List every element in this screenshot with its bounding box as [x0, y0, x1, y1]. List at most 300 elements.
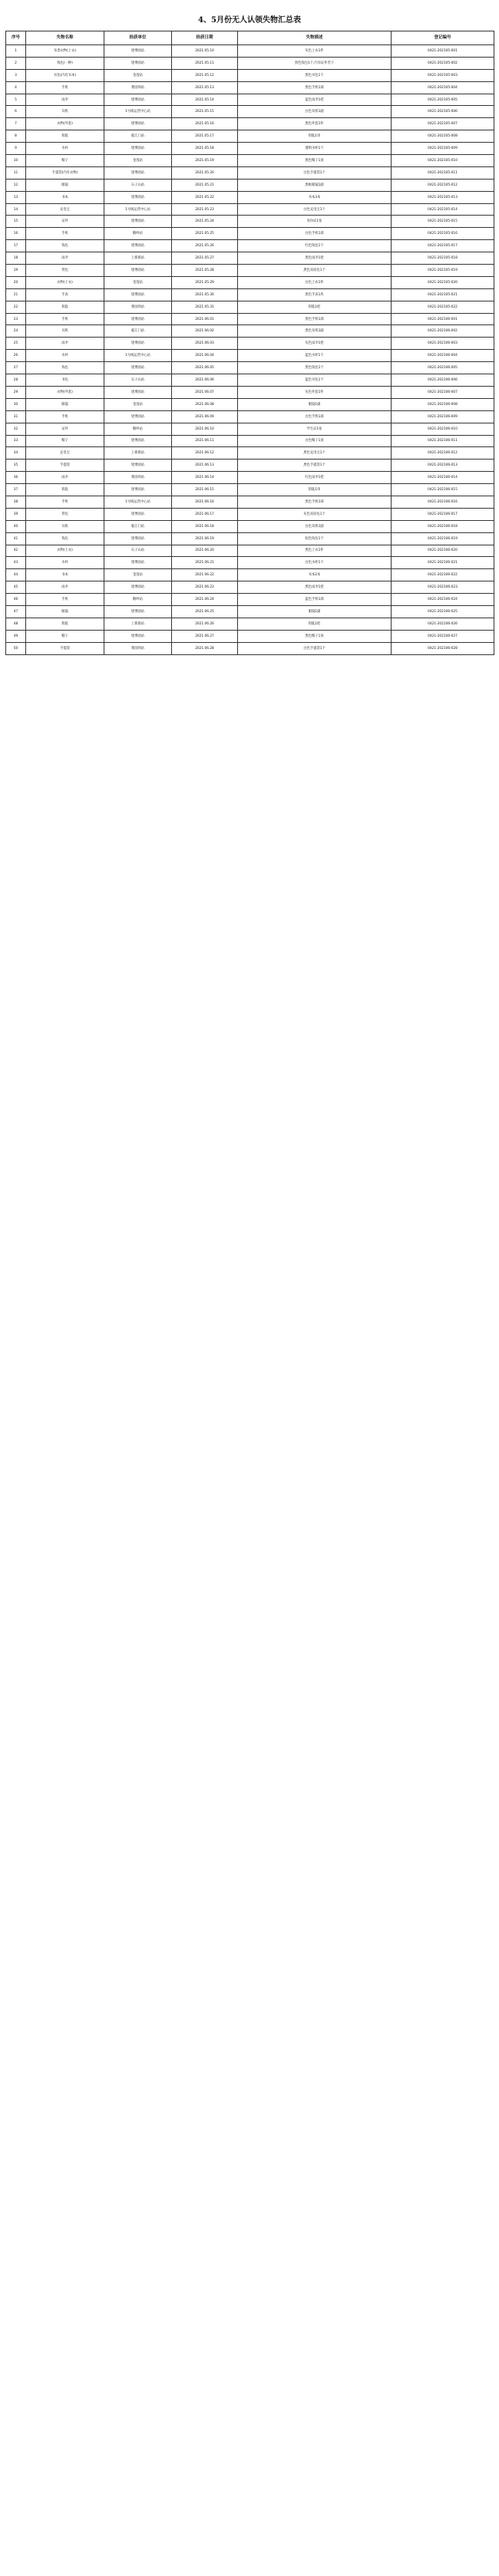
- cell-found-unit: 金莲站: [104, 569, 172, 581]
- cell-description: 灰色外套1件: [238, 386, 392, 398]
- cell-found-date: 2021.06.06: [172, 374, 238, 387]
- cell-item-name: 雨伞: [26, 338, 104, 350]
- cell-description: 黑色雨伞1把: [238, 581, 392, 594]
- cell-item-name: 衣物(上衣): [26, 276, 104, 288]
- cell-register-code: 0421-202105-016: [392, 228, 494, 240]
- cell-found-date: 2021.05.29: [172, 276, 238, 288]
- cell-item-name: 背包: [26, 508, 104, 520]
- table-row: [6, 350, 494, 362]
- cell-found-date: 2021.05.10: [172, 45, 238, 58]
- cell-index: 27: [6, 362, 26, 374]
- cell-item-name: 衣物(外套): [26, 386, 104, 398]
- table-row: [6, 581, 494, 594]
- cell-found-unit: 迷博园站: [104, 313, 172, 325]
- cell-index: 1: [6, 45, 26, 58]
- table-row: [6, 252, 494, 265]
- cell-register-code: 0421-202105-002: [392, 57, 494, 69]
- cell-found-date: 2021.05.25: [172, 228, 238, 240]
- cell-found-date: 2021.05.12: [172, 69, 238, 81]
- table-row: [6, 594, 494, 606]
- cell-index: 4: [6, 81, 26, 94]
- cell-item-name: 钱包(一种): [26, 57, 104, 69]
- cell-register-code: 0421-202106-019: [392, 532, 494, 545]
- cell-description: 学生证1张: [238, 423, 392, 435]
- cell-item-name: 手提袋: [26, 460, 104, 472]
- cell-register-code: 0421-202106-017: [392, 508, 494, 520]
- cell-found-date: 2021.05.18: [172, 143, 238, 155]
- cell-found-unit: 迷博园站: [104, 191, 172, 203]
- cell-index: 19: [6, 265, 26, 277]
- cell-found-date: 2021.06.07: [172, 386, 238, 398]
- cell-description: 身份证1张: [238, 216, 392, 228]
- cell-found-unit: 迷博园站: [104, 630, 172, 642]
- cell-found-unit: 菜园坝站: [104, 642, 172, 654]
- cell-found-date: 2021.05.15: [172, 106, 238, 118]
- cell-found-unit: 迷博园站: [104, 386, 172, 398]
- cell-index: 10: [6, 155, 26, 167]
- cell-description: 透明水杯1个: [238, 143, 392, 155]
- cell-item-name: 水杯: [26, 557, 104, 569]
- cell-register-code: 0421-202105-001: [392, 45, 494, 58]
- cell-item-name: 雨伞: [26, 581, 104, 594]
- cell-description: 黑色钱包1个,内有证件若干: [238, 57, 392, 69]
- table-row: [6, 338, 494, 350]
- cell-found-date: 2021.06.09: [172, 410, 238, 423]
- cell-item-name: 耳机: [26, 520, 104, 532]
- cell-register-code: 0421-202105-015: [392, 216, 494, 228]
- cell-index: 47: [6, 605, 26, 618]
- cell-index: 37: [6, 484, 26, 496]
- cell-index: 21: [6, 288, 26, 301]
- cell-found-unit: 迷博园站: [104, 45, 172, 58]
- cell-found-date: 2021.06.18: [172, 520, 238, 532]
- cell-item-name: 手机: [26, 594, 104, 606]
- cell-index: 14: [6, 203, 26, 216]
- cell-index: 12: [6, 179, 26, 191]
- cell-register-code: 0421-202105-022: [392, 301, 494, 313]
- cell-found-unit: 菜园坝站: [104, 472, 172, 484]
- cell-found-unit: 金莲站: [104, 69, 172, 81]
- cell-item-name: 帽子: [26, 155, 104, 167]
- cell-register-code: 0421-202106-018: [392, 520, 494, 532]
- table-row: [6, 325, 494, 338]
- cell-register-code: 0421-202106-025: [392, 605, 494, 618]
- cell-register-code: 0421-202105-007: [392, 118, 494, 130]
- table-row: [6, 630, 494, 642]
- cell-register-code: 0421-202106-021: [392, 557, 494, 569]
- cell-item-name: 雨伞: [26, 94, 104, 106]
- cell-found-unit: 迷博园站: [104, 410, 172, 423]
- cell-index: 25: [6, 338, 26, 350]
- table-row: [6, 605, 494, 618]
- cell-register-code: 0421-202105-003: [392, 69, 494, 81]
- cell-found-unit: 迷博园站: [104, 166, 172, 179]
- cell-found-date: 2021.05.11: [172, 57, 238, 69]
- cell-index: 17: [6, 240, 26, 252]
- cell-index: 49: [6, 630, 26, 642]
- cell-register-code: 0421-202106-026: [392, 618, 494, 630]
- header-item-name: 失物名称: [26, 31, 104, 45]
- cell-index: 8: [6, 130, 26, 143]
- cell-found-date: 2021.06.14: [172, 472, 238, 484]
- cell-index: 5: [6, 94, 26, 106]
- cell-found-unit: 鹅岭站: [104, 423, 172, 435]
- cell-description: 黑色帽子1顶: [238, 155, 392, 167]
- table-row: [6, 557, 494, 569]
- table-row: [6, 276, 494, 288]
- cell-index: 36: [6, 472, 26, 484]
- cell-found-unit: 上新街站: [104, 252, 172, 265]
- cell-item-name: 钥匙: [26, 484, 104, 496]
- table-row: [6, 447, 494, 460]
- table-row: [6, 143, 494, 155]
- cell-description: 灰色雨伞1把: [238, 338, 392, 350]
- cell-found-date: 2021.06.24: [172, 594, 238, 606]
- cell-index: 6: [6, 106, 26, 118]
- cell-item-name: 充电宝: [26, 203, 104, 216]
- header-register-code: 登记编号: [392, 31, 494, 45]
- cell-index: 7: [6, 118, 26, 130]
- cell-register-code: 0421-202106-027: [392, 630, 494, 642]
- cell-description: 白色耳机1副: [238, 106, 392, 118]
- table-row: [6, 423, 494, 435]
- cell-register-code: 0421-202105-021: [392, 288, 494, 301]
- cell-index: 15: [6, 216, 26, 228]
- cell-description: 白色水杯1个: [238, 557, 392, 569]
- cell-found-unit: 临江门站: [104, 130, 172, 143]
- cell-description: 白色耳机1副: [238, 520, 392, 532]
- lost-items-table: [5, 31, 494, 655]
- cell-item-name: 证件: [26, 216, 104, 228]
- cell-found-date: 2021.05.26: [172, 240, 238, 252]
- cell-index: 2: [6, 57, 26, 69]
- table-row: [6, 166, 494, 179]
- cell-item-name: 手机: [26, 410, 104, 423]
- cell-found-unit: 迷博园站: [104, 362, 172, 374]
- table-row: [6, 69, 494, 81]
- cell-description: 蓝色手机1部: [238, 594, 392, 606]
- table-header-row: [6, 31, 494, 45]
- cell-description: 黑框眼镜1副: [238, 179, 392, 191]
- cell-found-date: 2021.06.19: [172, 532, 238, 545]
- cell-description: 灰色双肩包1个: [238, 508, 392, 520]
- cell-index: 16: [6, 228, 26, 240]
- cell-item-name: 耳机: [26, 325, 104, 338]
- cell-register-code: 0421-202105-018: [392, 252, 494, 265]
- cell-register-code: 0421-202105-014: [392, 203, 494, 216]
- cell-index: 9: [6, 143, 26, 155]
- cell-description: 钥匙1把: [238, 618, 392, 630]
- cell-found-unit: 上新街站: [104, 447, 172, 460]
- cell-description: 蓝色水杯1个: [238, 350, 392, 362]
- header-found-date: 拾获日期: [172, 31, 238, 45]
- table-row: [6, 203, 494, 216]
- cell-description: 黑色手机1部: [238, 313, 392, 325]
- cell-found-date: 2021.06.03: [172, 338, 238, 350]
- table-row: [6, 155, 494, 167]
- cell-item-name: 眼镜: [26, 179, 104, 191]
- cell-found-date: 2021.05.31: [172, 301, 238, 313]
- cell-found-date: 2021.06.01: [172, 313, 238, 325]
- cell-description: 钥匙1串: [238, 484, 392, 496]
- cell-item-name: 钥匙: [26, 301, 104, 313]
- cell-item-name: 水杯: [26, 350, 104, 362]
- cell-index: 29: [6, 386, 26, 398]
- table-row: [6, 374, 494, 387]
- cell-item-name: 钱包: [26, 532, 104, 545]
- cell-item-name: 手机: [26, 313, 104, 325]
- cell-register-code: 0421-202106-001: [392, 313, 494, 325]
- cell-register-code: 0421-202106-023: [392, 581, 494, 594]
- cell-found-unit: 迷博园站: [104, 435, 172, 447]
- table-row: [6, 313, 494, 325]
- cell-found-unit: 鹅岭站: [104, 228, 172, 240]
- cell-index: 18: [6, 252, 26, 265]
- cell-index: 24: [6, 325, 26, 338]
- cell-register-code: 0421-202105-019: [392, 265, 494, 277]
- cell-found-date: 2021.06.20: [172, 545, 238, 557]
- cell-found-date: 2021.06.11: [172, 435, 238, 447]
- cell-description: 黑色手表1块: [238, 288, 392, 301]
- table-row: [6, 130, 494, 143]
- cell-index: 44: [6, 569, 26, 581]
- cell-description: 黑色帽子1顶: [238, 630, 392, 642]
- cell-item-name: 充电宝: [26, 447, 104, 460]
- cell-found-unit: 迷博园站: [104, 94, 172, 106]
- cell-register-code: 0421-202105-004: [392, 81, 494, 94]
- cell-index: 39: [6, 508, 26, 520]
- cell-index: 11: [6, 166, 26, 179]
- table-row: [6, 45, 494, 58]
- cell-index: 28: [6, 374, 26, 387]
- cell-register-code: 0421-202106-028: [392, 642, 494, 654]
- cell-found-date: 2021.05.28: [172, 265, 238, 277]
- table-row: [6, 618, 494, 630]
- cell-found-date: 2021.05.14: [172, 94, 238, 106]
- table-row: [6, 410, 494, 423]
- table-row: [6, 532, 494, 545]
- cell-description: 书本3本: [238, 191, 392, 203]
- cell-register-code: 0421-202106-002: [392, 325, 494, 338]
- cell-register-code: 0421-202105-012: [392, 179, 494, 191]
- table-row: [6, 288, 494, 301]
- cell-register-code: 0421-202106-024: [392, 594, 494, 606]
- header-description: 失物描述: [238, 31, 392, 45]
- cell-found-unit: 迷博园站: [104, 143, 172, 155]
- cell-found-date: 2021.06.10: [172, 423, 238, 435]
- cell-register-code: 0421-202106-007: [392, 386, 494, 398]
- cell-description: 钥匙1串: [238, 130, 392, 143]
- cell-found-date: 2021.05.21: [172, 179, 238, 191]
- cell-found-unit: 迷博园站: [104, 605, 172, 618]
- cell-found-unit: 菜园坝站: [104, 301, 172, 313]
- table-row: [6, 106, 494, 118]
- table-row: [6, 265, 494, 277]
- table-row: [6, 81, 494, 94]
- cell-found-date: 2021.06.26: [172, 618, 238, 630]
- cell-index: 43: [6, 557, 26, 569]
- cell-found-unit: 1号线运营中心站: [104, 203, 172, 216]
- cell-item-name: 耳机: [26, 106, 104, 118]
- document-title: 4、5月份无人认领失物汇总表: [198, 16, 301, 25]
- cell-found-date: 2021.06.27: [172, 630, 238, 642]
- cell-found-date: 2021.05.13: [172, 81, 238, 94]
- cell-register-code: 0421-202105-010: [392, 155, 494, 167]
- cell-index: 23: [6, 313, 26, 325]
- cell-register-code: 0421-202106-004: [392, 350, 494, 362]
- cell-description: 蓝色雨伞1把: [238, 94, 392, 106]
- cell-description: 黑色上衣1件: [238, 545, 392, 557]
- cell-found-unit: 金莲站: [104, 155, 172, 167]
- cell-found-unit: 迷博园站: [104, 581, 172, 594]
- cell-item-name: 钥匙: [26, 130, 104, 143]
- cell-found-date: 2021.06.12: [172, 447, 238, 460]
- cell-found-date: 2021.05.23: [172, 203, 238, 216]
- cell-found-date: 2021.06.08: [172, 398, 238, 410]
- cell-description: 黑色手提袋1个: [238, 460, 392, 472]
- cell-index: 46: [6, 594, 26, 606]
- table-row: [6, 179, 494, 191]
- table-row: [6, 228, 494, 240]
- cell-description: 黑色手机1部: [238, 496, 392, 508]
- cell-description: 棕色钱包1个: [238, 532, 392, 545]
- cell-item-name: 背包: [26, 265, 104, 277]
- cell-item-name: 证件: [26, 423, 104, 435]
- cell-register-code: 0421-202106-020: [392, 545, 494, 557]
- cell-found-unit: 石子山站: [104, 374, 172, 387]
- cell-item-name: 布类衣物(上衣): [26, 45, 104, 58]
- cell-found-unit: 迷博园站: [104, 118, 172, 130]
- cell-description: 白色上衣1件: [238, 276, 392, 288]
- table-row: [6, 216, 494, 228]
- cell-description: 眼镜1副: [238, 605, 392, 618]
- cell-register-code: 0421-202106-016: [392, 496, 494, 508]
- cell-found-unit: 迷博园站: [104, 57, 172, 69]
- cell-index: 30: [6, 398, 26, 410]
- cell-found-date: 2021.06.21: [172, 557, 238, 569]
- cell-description: 灰色上衣1件: [238, 45, 392, 58]
- cell-found-date: 2021.06.22: [172, 569, 238, 581]
- cell-register-code: 0421-202106-005: [392, 362, 494, 374]
- cell-item-name: 手提袋(内有衣物): [26, 166, 104, 179]
- cell-found-unit: 菜园坝站: [104, 81, 172, 94]
- cell-index: 34: [6, 447, 26, 460]
- cell-description: 红色钱包1个: [238, 240, 392, 252]
- table-row: [6, 642, 494, 654]
- cell-item-name: 眼镜: [26, 398, 104, 410]
- table-row: [6, 362, 494, 374]
- cell-found-date: 2021.05.16: [172, 118, 238, 130]
- cell-register-code: 0421-202106-009: [392, 410, 494, 423]
- table-row: [6, 191, 494, 203]
- cell-found-date: 2021.05.30: [172, 288, 238, 301]
- cell-description: 白色充电宝1个: [238, 203, 392, 216]
- cell-index: 41: [6, 532, 26, 545]
- cell-item-name: 书本: [26, 191, 104, 203]
- cell-description: 白色手机1部: [238, 228, 392, 240]
- cell-item-name: 手提袋: [26, 642, 104, 654]
- cell-found-unit: 石子山站: [104, 545, 172, 557]
- cell-register-code: 0421-202105-009: [392, 143, 494, 155]
- cell-index: 13: [6, 191, 26, 203]
- cell-description: 黑色充电宝1个: [238, 447, 392, 460]
- table-row: [6, 569, 494, 581]
- cell-description: 黑色外套1件: [238, 118, 392, 130]
- cell-found-unit: 迷博园站: [104, 508, 172, 520]
- cell-register-code: 0421-202106-010: [392, 423, 494, 435]
- cell-register-code: 0421-202106-014: [392, 472, 494, 484]
- table-row: [6, 435, 494, 447]
- cell-found-date: 2021.06.25: [172, 605, 238, 618]
- cell-found-date: 2021.06.23: [172, 581, 238, 594]
- cell-found-unit: 迷博园站: [104, 265, 172, 277]
- table-row: [6, 94, 494, 106]
- cell-found-date: 2021.05.27: [172, 252, 238, 265]
- cell-found-date: 2021.06.13: [172, 460, 238, 472]
- table-row: [6, 240, 494, 252]
- cell-index: 45: [6, 581, 26, 594]
- cell-found-unit: 迷博园站: [104, 338, 172, 350]
- header-found-unit: 拾获单位: [104, 31, 172, 45]
- cell-description: 黑色钱包1个: [238, 362, 392, 374]
- cell-found-unit: 1号线运营中心站: [104, 106, 172, 118]
- cell-item-name: 水杯: [26, 143, 104, 155]
- table-row: [6, 508, 494, 520]
- cell-item-name: 雨伞: [26, 472, 104, 484]
- cell-register-code: 0421-202105-008: [392, 130, 494, 143]
- cell-description: 黑色耳机1副: [238, 325, 392, 338]
- table-row: [6, 484, 494, 496]
- cell-item-name: 书包(内有书本): [26, 69, 104, 81]
- cell-item-name: 手机: [26, 496, 104, 508]
- cell-found-date: 2021.05.22: [172, 191, 238, 203]
- cell-register-code: 0421-202105-006: [392, 106, 494, 118]
- cell-description: 白色帽子1顶: [238, 435, 392, 447]
- table-row: [6, 386, 494, 398]
- table-row: [6, 57, 494, 69]
- cell-item-name: 帽子: [26, 435, 104, 447]
- cell-index: 20: [6, 276, 26, 288]
- cell-register-code: 0421-202106-008: [392, 398, 494, 410]
- table-row: [6, 118, 494, 130]
- cell-found-unit: 迷博园站: [104, 240, 172, 252]
- cell-found-unit: 金莲站: [104, 276, 172, 288]
- cell-index: 32: [6, 423, 26, 435]
- cell-description: 黑色书包1个: [238, 69, 392, 81]
- cell-register-code: 0421-202105-017: [392, 240, 494, 252]
- table-row: [6, 496, 494, 508]
- cell-item-name: 雨伞: [26, 252, 104, 265]
- cell-found-unit: 迷博园站: [104, 460, 172, 472]
- cell-item-name: 手表: [26, 288, 104, 301]
- cell-found-date: 2021.06.15: [172, 484, 238, 496]
- cell-register-code: 0421-202106-015: [392, 484, 494, 496]
- cell-item-name: 帽子: [26, 630, 104, 642]
- cell-index: 50: [6, 642, 26, 654]
- cell-item-name: 手机: [26, 228, 104, 240]
- cell-found-date: 2021.06.02: [172, 325, 238, 338]
- cell-description: 白色手机1部: [238, 410, 392, 423]
- cell-description: 黑色手机1部: [238, 81, 392, 94]
- cell-register-code: 0421-202105-011: [392, 166, 494, 179]
- cell-register-code: 0421-202106-011: [392, 435, 494, 447]
- cell-register-code: 0421-202106-022: [392, 569, 494, 581]
- cell-found-unit: 迷博园站: [104, 557, 172, 569]
- cell-index: 31: [6, 410, 26, 423]
- cell-item-name: 钥匙: [26, 618, 104, 630]
- cell-item-name: 眼镜: [26, 605, 104, 618]
- cell-found-unit: 石子山站: [104, 179, 172, 191]
